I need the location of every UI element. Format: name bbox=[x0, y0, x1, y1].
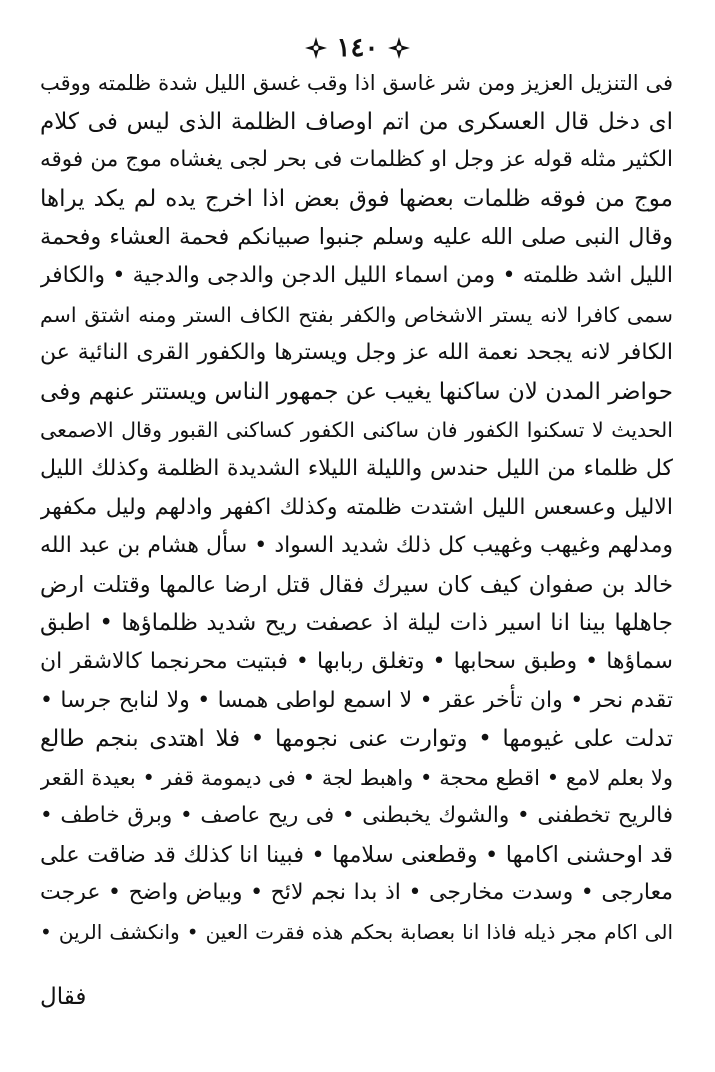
text-line: موج من فوقه ظلمات بعضها فوق بعض اذا اخرج يده لم يكد يراها bbox=[40, 185, 673, 212]
text-line: خالد بن صفوان كيف كان سيرك فقال قتل ارضا عالمها وقتلت ارض bbox=[40, 571, 673, 598]
text-line: تدلت على غيومها • وتوارت عنى نجومها • فلا اهتدى بنجم طالع bbox=[40, 726, 673, 753]
text-line: جاهلها بينا انا اسير ذات ليلة اذ عصفت ريح شديد ظلماؤها • اطبق bbox=[40, 610, 673, 637]
text-line: حواضر المدن لان ساكنها يغيب عن جمهور الناس ويستتر عنهم وفى bbox=[40, 378, 673, 405]
text-line: اى دخل قال العسكرى من اتم اوصاف الظلمة الذى ليس فى كلام bbox=[40, 108, 673, 135]
star-ornament-icon bbox=[305, 37, 327, 59]
text-line: فالريح تخطفنى • والشوك يخبطنى • فى ريح عاصف • وبرق خاطف • bbox=[40, 803, 673, 829]
text-line: فى التنزيل العزيز ومن شر غاسق اذا وقب غسق الليل شدة ظلمته ووقب bbox=[40, 71, 673, 95]
catchword: فقال bbox=[40, 984, 87, 1010]
text-line: الاليل وعسعس الليل اشتدت ظلمته وكذلك اكفهر وادلهم وليل مكفهر bbox=[40, 494, 673, 520]
page-number: ١٤٠ bbox=[336, 33, 379, 63]
text-line: الكافر لانه يجحد نعمة الله عز وجل ويسترها والكفور القرى النائية عن bbox=[40, 340, 673, 366]
text-line: كل ظلماء من الليل حندس والليلة الليلاء الشديدة الظلمة وكذلك الليل bbox=[40, 455, 673, 481]
page-header bbox=[0, 30, 715, 66]
text-line: تقدم نحر • وان تأخر عقر • لا اسمع لواطى همسا • ولا لنابح جرسا • bbox=[40, 687, 673, 713]
text-line: الى اكام مجر ذيله فاذا انا بعصابة بحكم هذه فقرت العين • وانكشف الرين • bbox=[40, 920, 673, 945]
text-line: وقال النبى صلى الله عليه وسلم جنبوا صبيانكم فحمة العشاء وفحمة bbox=[40, 224, 673, 251]
text-line: قد اوحشنى اكامها • وقطعنى سلامها • فبينا انا كذلك قد ضاقت على bbox=[40, 841, 673, 868]
text-line: الحديث لا تسكنوا الكفور فان ساكنى الكفور كساكنى القبور وقال الاصمعى bbox=[40, 418, 673, 443]
text-line: الليل اشد ظلمته • ومن اسماء الليل الدجن والدجى والدجية • والكافر bbox=[40, 262, 673, 288]
text-line: سمى كافرا لانه يستر الاشخاص والكفر بفتح الكاف الستر ومنه اشتق اسم bbox=[40, 302, 673, 327]
text-line: ومدلهم وغيهب وغهيب كل ذلك شديد السواد • سأل هشام بن عبد الله bbox=[40, 533, 673, 559]
text-line: معارجى • وسدت مخارجى • اذ بدا نجم لائح • وبياض واضح • عرجت bbox=[40, 880, 673, 906]
body-text bbox=[40, 64, 673, 952]
star-ornament-icon bbox=[388, 37, 410, 59]
text-line: ولا بعلم لامع • اقطع محجة • واهبط لجة • فى ديمومة قفر • بعيدة القعر bbox=[40, 765, 673, 790]
text-line: الكثير مثله قوله عز وجل او كظلمات فى بحر لجى يغشاه موج من فوقه bbox=[40, 147, 673, 173]
text-line: سماؤها • وطبق سحابها • وتغلق ربابها • فبتيت محرنجما كالاشقر ان bbox=[40, 648, 673, 674]
